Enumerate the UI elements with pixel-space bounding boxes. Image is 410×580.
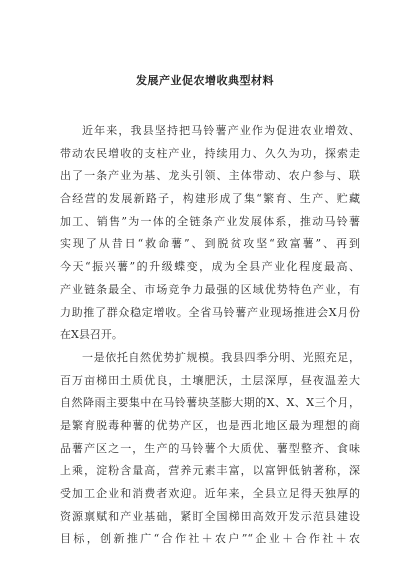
paragraph-2-line: 上乘，淀粉含量高，营养元素丰富，以富钾低钠著称，深	[60, 464, 360, 478]
paragraph-2-line: 是繁育脱毒种薯的优势产区，也是西北地区最为理想的商	[60, 418, 360, 432]
paragraph-1-line: 今天“振兴薯”的升级蝶变，成为全县产业化程度最高、	[60, 260, 360, 274]
paragraph-1-line: 力助推了群众稳定增收。全省马铃薯产业现场推进会X月份	[60, 305, 360, 319]
paragraph-1-line: 产业链条最全、市场竞争力最强的区域优势特色产业，有	[60, 282, 360, 296]
document-body	[60, 120, 360, 551]
paragraph-2-line: 品薯产区之一，生产的马铃薯个大质优、薯型整齐、食味	[60, 441, 360, 455]
paragraph-1-line: 出了一条产业为基、龙头引领、主体带动、农户参与、联	[60, 169, 360, 183]
paragraph-2-line: 资源禀赋和产业基础，紧盯全国梯田高效开发示范县建设	[60, 509, 360, 523]
paragraph-1-line: 带动农民增收的支柱产业，持续用力、久久为功，探索走	[60, 146, 360, 160]
paragraph-1-line: 合经营的发展新路子，构建形成了集“繁育、生产、贮藏	[60, 192, 360, 206]
paragraph-2-line: 目标，创新推广“合作社＋农户”“企业＋合作社＋农	[60, 532, 360, 546]
paragraph-1-line: 加工、销售”为一体的全链条产业发展体系，推动马铃薯	[60, 214, 360, 228]
paragraph-1-line: 近年来，我县坚持把马铃薯产业作为促进农业增效、	[82, 124, 360, 137]
paragraph-2-line: 一是依托自然优势扩规模。我县四季分明、光照充足，	[82, 350, 360, 364]
paragraph-1-line: 实现了从昔日“救命薯”、到脱贫攻坚“致富薯”、再到	[60, 237, 360, 251]
paragraph-2-line: 自然降雨主要集中在马铃薯块茎膨大期的X、X、X三个月，	[60, 396, 360, 410]
paragraph-1-line: 在X县召开。	[60, 328, 123, 342]
paragraph-2-line: 百万亩梯田土质优良，土壤肥沃，土层深厚，昼夜温差大	[60, 373, 360, 387]
document-title: 发展产业促农增收典型材料	[136, 74, 274, 87]
paragraph-2-line: 受加工企业和消费者欢迎。近年来，全县立足得天独厚的	[60, 487, 360, 500]
